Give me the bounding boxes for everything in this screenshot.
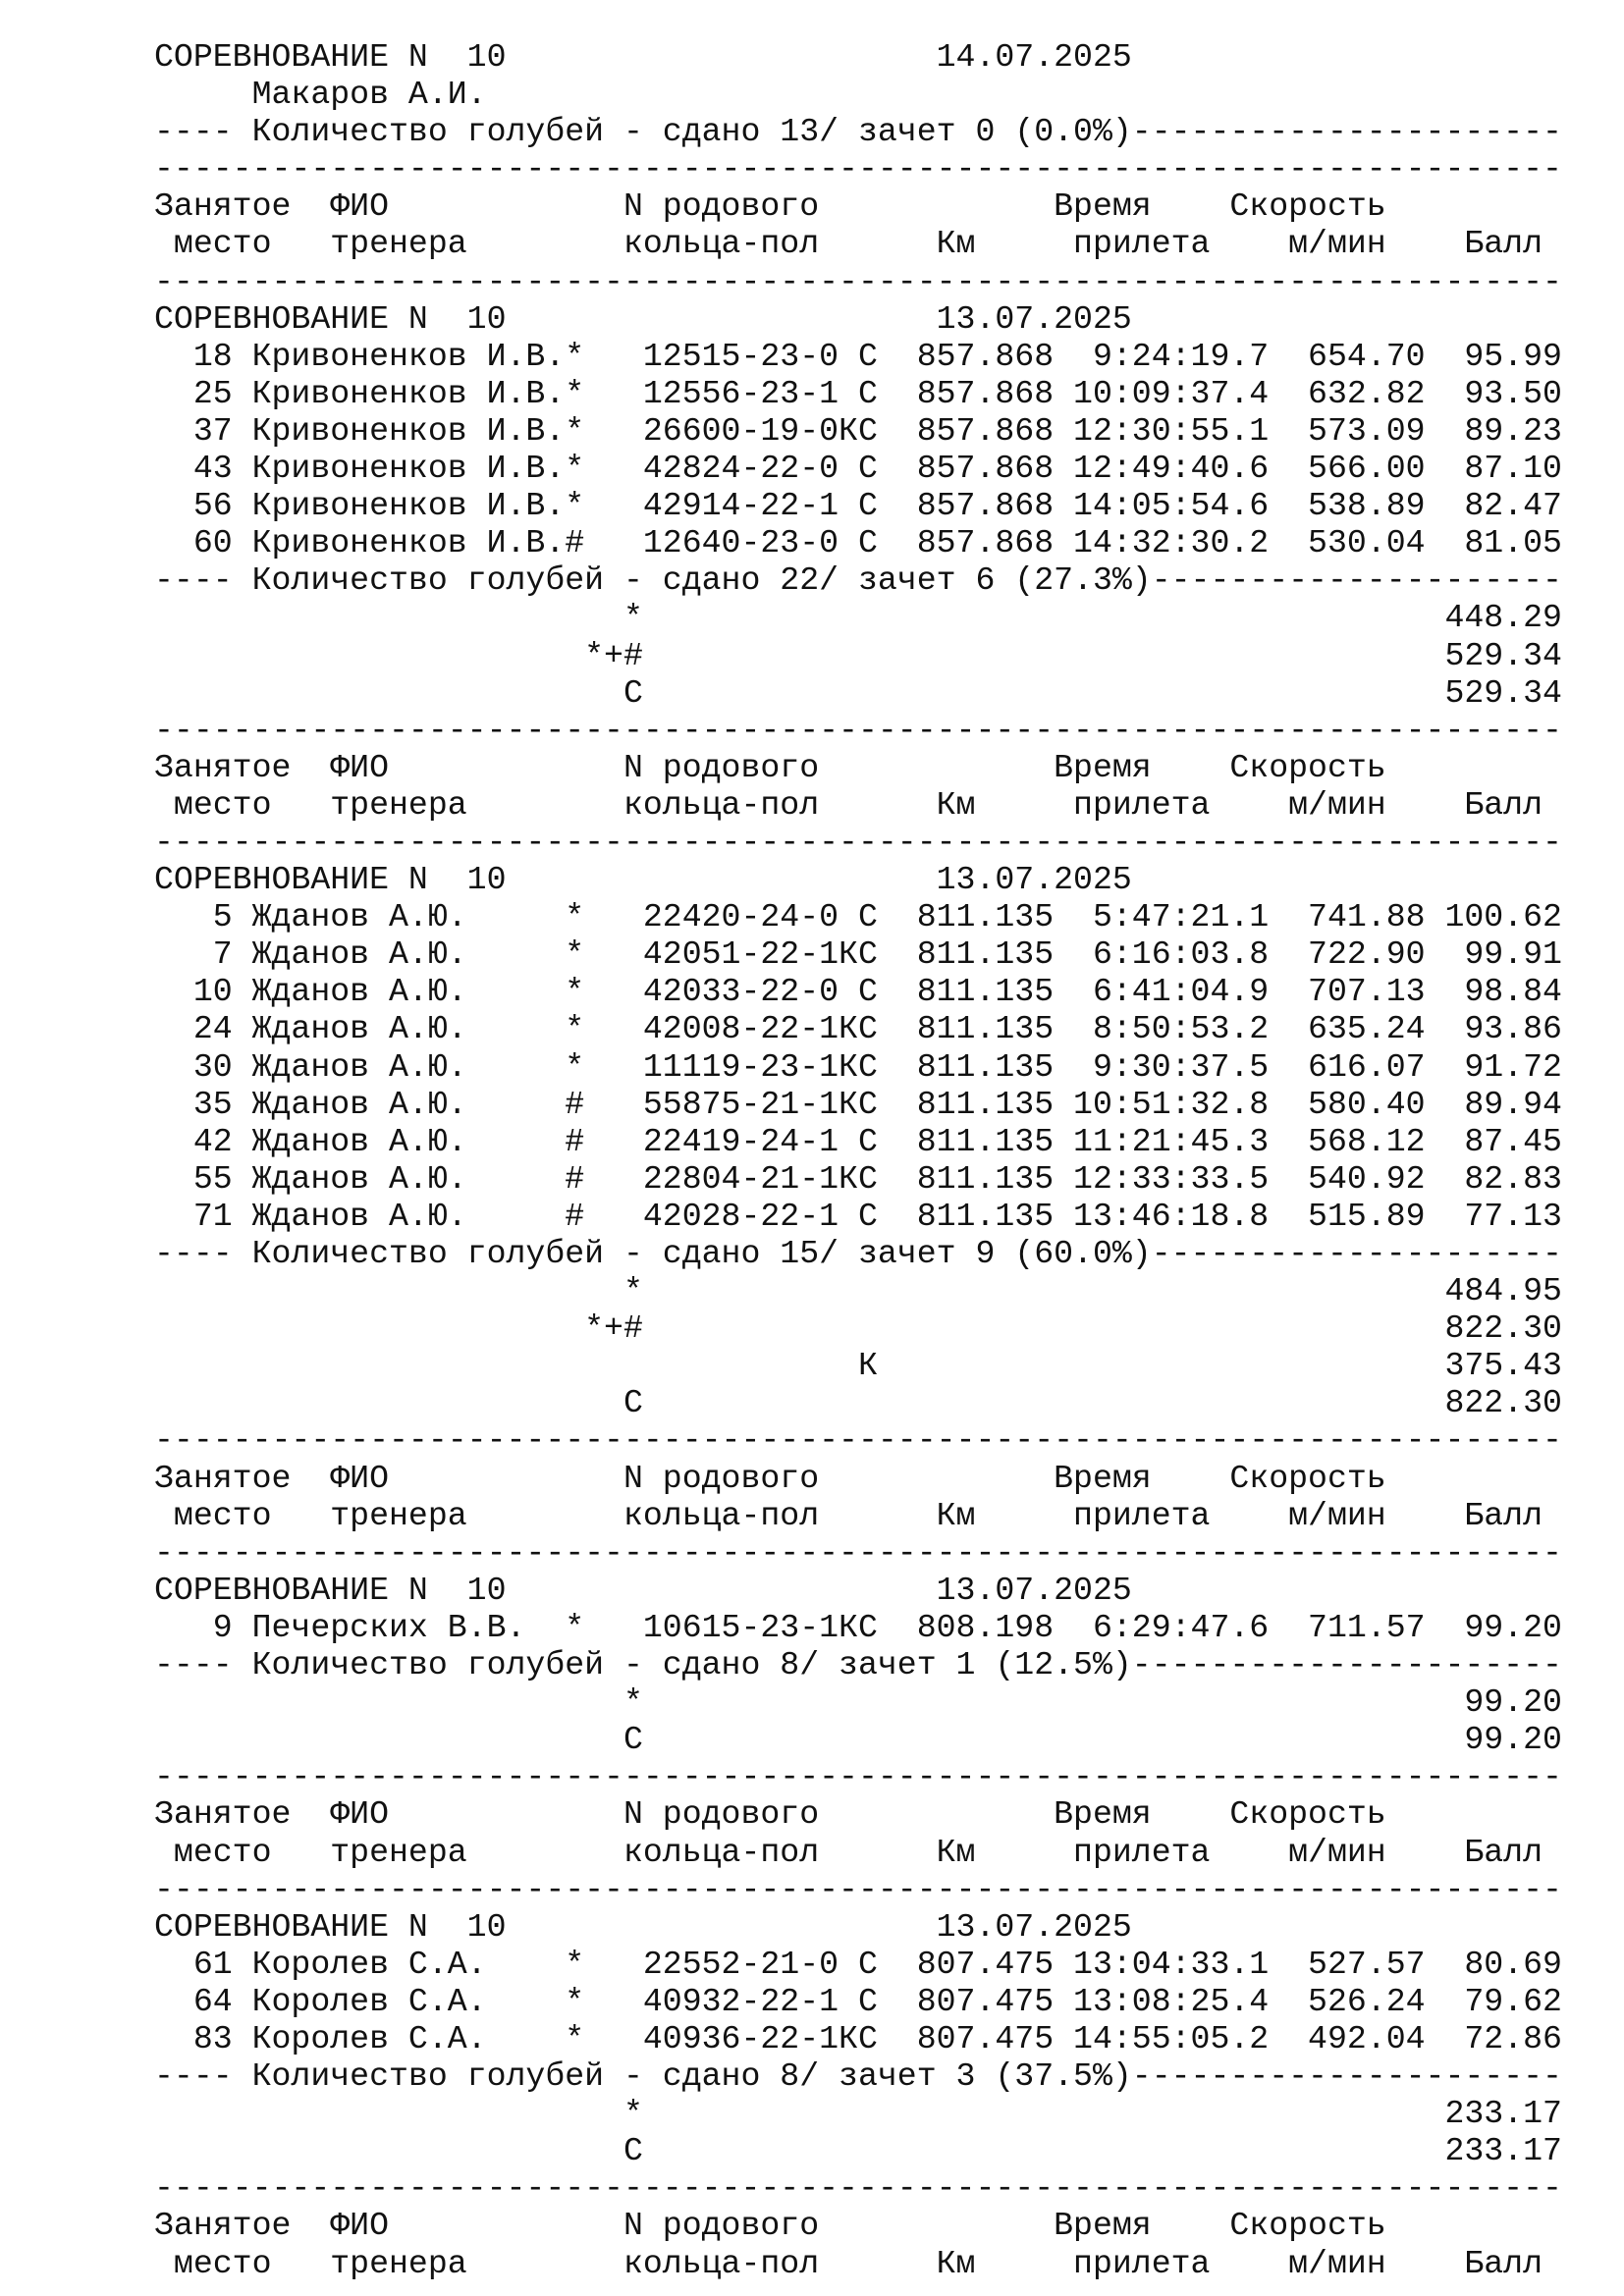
subtotal-row: С 233.17 [154, 2132, 1562, 2170]
result-row: 9 Печерских В.В. * 10615-23-1КС 808.198 6:29:47.6 711.57 99.20 [154, 1608, 1562, 1646]
result-row: 25 Кривоненков И.В.* 12556-23-1 С 857.868 10:09:37.4 632.82 93.50 [154, 374, 1562, 412]
result-row: 43 Кривоненков И.В.* 42824-22-0 С 857.868 12:49:40.6 566.00 87.10 [154, 450, 1562, 488]
pigeon-count-summary: ---- Количество голубей - сдано 8/ зачет 3 (37.5%)---------------------- [154, 2057, 1562, 2096]
column-header-row: место тренера кольца-пол Км прилета м/мин Балл [154, 2244, 1543, 2282]
competition-header: СОРЕВНОВАНИЕ N 10 13.07.2025 [154, 1571, 1132, 1609]
separator-line: ------------------------------------------------------------------------ [154, 150, 1562, 188]
result-row: 55 Жданов А.Ю. # 22804-21-1КС 811.135 12:33:33.5 540.92 82.83 [154, 1159, 1562, 1198]
result-row: 60 Кривоненков И.В.# 12640-23-0 С 857.868 14:32:30.2 530.04 81.05 [154, 524, 1562, 562]
result-row: 30 Жданов А.Ю. * 11119-23-1КС 811.135 9:30:37.5 616.07 91.72 [154, 1047, 1562, 1086]
separator-line: ------------------------------------------------------------------------ [154, 1758, 1562, 1796]
separator-line: ------------------------------------------------------------------------ [154, 711, 1562, 749]
separator-line: ------------------------------------------------------------------------ [154, 262, 1562, 300]
subtotal-row: С 822.30 [154, 1384, 1562, 1422]
competition-header: СОРЕВНОВАНИЕ N 10 14.07.2025 [154, 38, 1132, 76]
pigeon-count-summary: ---- Количество голубей - сдано 15/ зачет 9 (60.0%)--------------------- [154, 1235, 1562, 1272]
column-header-row: Занятое ФИО N родового Время Скорость [154, 748, 1386, 786]
subtotal-row: С 529.34 [154, 673, 1562, 712]
column-header-row: место тренера кольца-пол Км прилета м/мин Балл [154, 1833, 1543, 1871]
competition-header: СОРЕВНОВАНИЕ N 10 13.07.2025 [154, 299, 1132, 338]
separator-line: ------------------------------------------------------------------------ [154, 1870, 1562, 1908]
subtotal-row: К 375.43 [154, 1347, 1562, 1385]
result-row: 24 Жданов А.Ю. * 42008-22-1КС 811.135 8:50:53.2 635.24 93.86 [154, 1010, 1562, 1048]
subtotal-row: * 233.17 [154, 2095, 1562, 2133]
column-header-row: Занятое ФИО N родового Время Скорость [154, 187, 1386, 226]
subtotal-row: * 448.29 [154, 599, 1562, 637]
subtotal-row: * 99.20 [154, 1683, 1562, 1722]
result-row: 42 Жданов А.Ю. # 22419-24-1 С 811.135 11:21:45.3 568.12 87.45 [154, 1122, 1562, 1160]
result-row: 18 Кривоненков И.В.* 12515-23-0 С 857.868 9:24:19.7 654.70 95.99 [154, 337, 1562, 375]
pigeon-count-summary: ---- Количество голубей - сдано 13/ зачет 0 (0.0%)---------------------- [154, 113, 1562, 151]
separator-line: ------------------------------------------------------------------------ [154, 1533, 1562, 1572]
subtotal-row: * 484.95 [154, 1272, 1562, 1310]
separator-line: ------------------------------------------------------------------------ [154, 2169, 1562, 2208]
competition-header: СОРЕВНОВАНИЕ N 10 13.07.2025 [154, 861, 1132, 899]
column-header-row: место тренера кольца-пол Км прилета м/мин Балл [154, 225, 1543, 263]
pigeon-count-summary: ---- Количество голубей - сдано 22/ зачет 6 (27.3%)--------------------- [154, 561, 1562, 600]
result-row: 37 Кривоненков И.В.* 26600-19-0КС 857.868 12:30:55.1 573.09 89.23 [154, 411, 1562, 450]
subtotal-row: *+# 822.30 [154, 1309, 1562, 1348]
result-row: 5 Жданов А.Ю. * 22420-24-0 С 811.135 5:47:21.1 741.88 100.62 [154, 898, 1562, 936]
result-row: 64 Королев С.А. * 40932-22-1 С 807.475 13:08:25.4 526.24 79.62 [154, 1982, 1562, 2020]
result-row: 83 Королев С.А. * 40936-22-1КС 807.475 14:55:05.2 492.04 72.86 [154, 2019, 1562, 2057]
column-header-row: место тренера кольца-пол Км прилета м/мин Балл [154, 785, 1543, 824]
result-row: 7 Жданов А.Ю. * 42051-22-1КС 811.135 6:16:03.8 722.90 99.91 [154, 935, 1562, 974]
pigeon-count-summary: ---- Количество голубей - сдано 8/ зачет 1 (12.5%)---------------------- [154, 1646, 1562, 1684]
subtotal-row: *+# 529.34 [154, 636, 1562, 674]
result-row: 71 Жданов А.Ю. # 42028-22-1 С 811.135 13:46:18.8 515.89 77.13 [154, 1197, 1562, 1235]
column-header-row: место тренера кольца-пол Км прилета м/мин Балл [154, 1496, 1543, 1534]
column-header-row: Занятое ФИО N родового Время Скорость [154, 1795, 1386, 1834]
subtotal-row: С 99.20 [154, 1721, 1562, 1759]
result-row: 10 Жданов А.Ю. * 42033-22-0 С 811.135 6:41:04.9 707.13 98.84 [154, 973, 1562, 1011]
column-header-row: Занятое ФИО N родового Время Скорость [154, 1459, 1386, 1497]
result-row: 61 Королев С.А. * 22552-21-0 С 807.475 13:04:33.1 527.57 80.69 [154, 1945, 1562, 1983]
competition-header: СОРЕВНОВАНИЕ N 10 13.07.2025 [154, 1907, 1132, 1946]
result-row: 35 Жданов А.Ю. # 55875-21-1КС 811.135 10:51:32.8 580.40 89.94 [154, 1085, 1562, 1123]
result-row: 56 Кривоненков И.В.* 42914-22-1 С 857.868 14:05:54.6 538.89 82.47 [154, 487, 1562, 525]
separator-line: ------------------------------------------------------------------------ [154, 1421, 1562, 1460]
results-printout [154, 38, 1597, 2282]
text-line: Макаров А.И. [154, 76, 487, 114]
column-header-row: Занятое ФИО N родового Время Скорость [154, 2207, 1386, 2245]
separator-line: ------------------------------------------------------------------------ [154, 823, 1562, 861]
